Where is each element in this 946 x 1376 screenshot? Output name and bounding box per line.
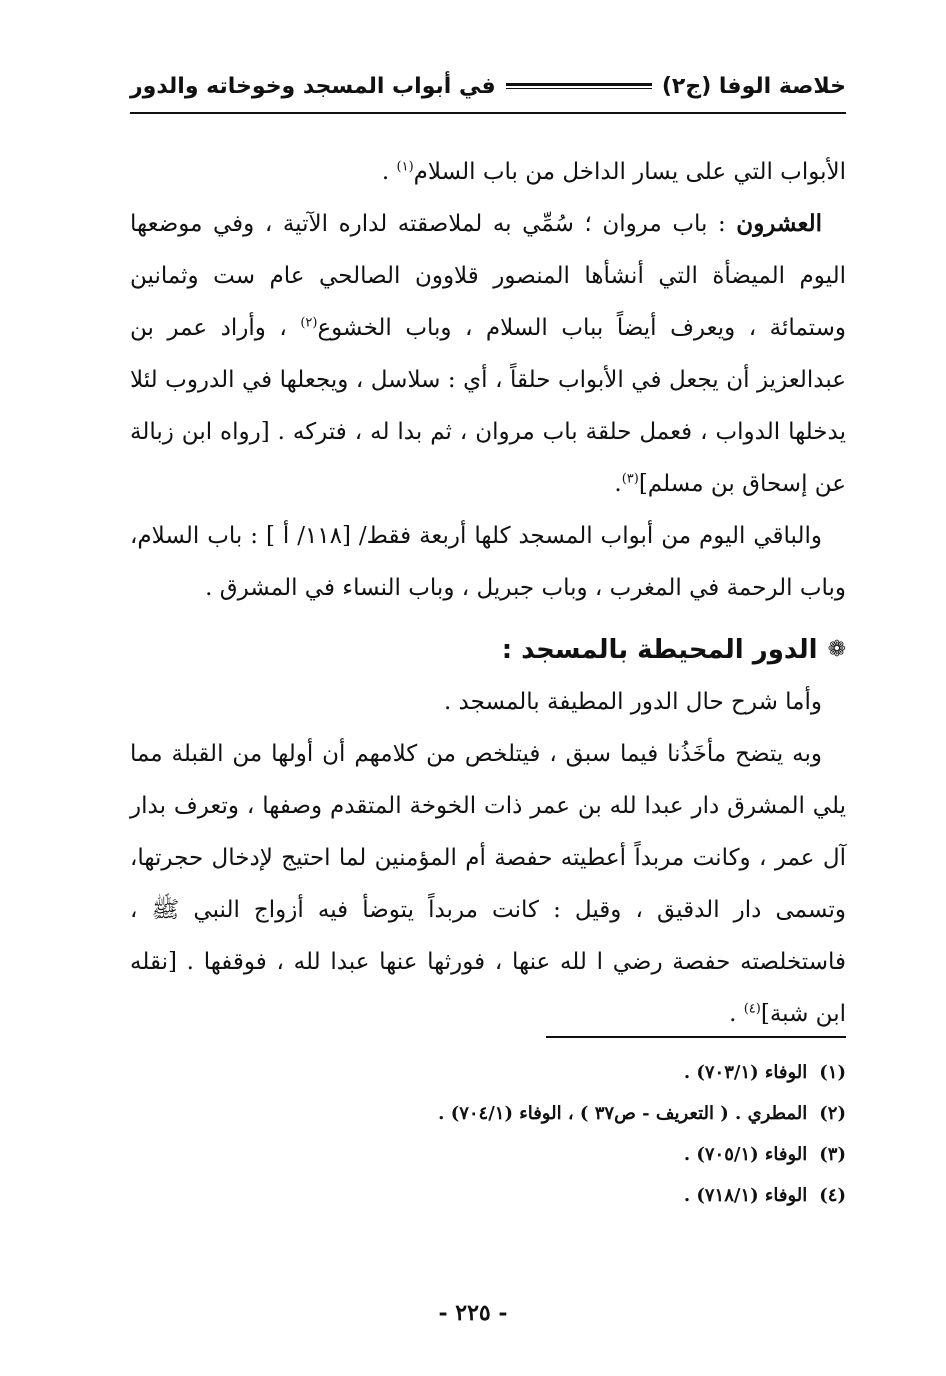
footnote-item [130, 1093, 846, 1134]
running-header [130, 66, 846, 106]
paragraph-5: وبه يتضح مأخَذُنا فيما سبق ، فيتلخص من كلامهم أن أولها من القبلة مما يلي المشرق دار عبدا لله بن عمر ذات الخوخة المتقدم وصفها ، وتعرف بدار آل عمر ، وكانت مربداً أعطيته حفصة أم المؤمنين لما احتيج لإدخال حجرتها، وتسمى دار الدقيق ، وقيل : كانت مربداً يتوضأ فيه أزواج النبي ﷺ ، فاستخلصته حفصة رضي ا لله عنها ، فورثها عنها عبدا لله ، فوقفها . [نقله ابن شبة]$^{(٤)}$ . [130, 741, 846, 1027]
paragraph-1: الأبواب التي على يسار الداخل من باب السلام$^{(١)}$ . [381, 159, 846, 185]
page-number: - ٢٢٥ - [438, 1300, 508, 1326]
footnote-number: (٣) [819, 1144, 846, 1165]
footnote-ref-3: (٣) [621, 471, 639, 487]
header-rule [130, 112, 846, 114]
paragraph-3: والباقي اليوم من أبواب المسجد كلها أربعة فقط/ [١١٨/ أ ] : باب السلام، وباب الرحمة في المغرب ، وباب جبريل ، وباب النساء في المشرق . [130, 523, 846, 601]
book-title: خلاصة الوفا (ج٢) [661, 73, 846, 99]
footnote-number: (١) [819, 1062, 846, 1083]
footnotes [130, 1052, 846, 1216]
footnote-ref-1: (١) [396, 159, 414, 175]
section-heading-text: الدور المحيطة بالمسجد : [501, 635, 818, 665]
footnote-text: الوفاء (٧٠٣/١) . [683, 1062, 808, 1083]
footnote-number: (٢) [819, 1103, 846, 1124]
footnote-text: الوفاء (٧٠٥/١) . [683, 1144, 808, 1165]
footnote-text: المطري . ( التعريف - ص٣٧ ) ، الوفاء (٧٠٤/١) . [438, 1103, 808, 1124]
footnote-item [130, 1175, 846, 1216]
section-heading [130, 624, 846, 676]
flower-ornament-icon: ❁ [827, 637, 846, 662]
footnote-rule [546, 1036, 846, 1038]
paragraph-2: العشرون : باب مروان ؛ سُمِّي به لملاصقته لداره الآتية ، وفي موضعها اليوم الميضأة التي أنشأها المنصور قلاوون الصالحي عام ست وثمانين وستمائة ، ويعرف أيضاً بباب السلام ، وباب الخشوع$^{(٢)}$ ، وأراد عمر بن عبدالعزيز أن يجعل في الأبواب حلقاً ، أي : سلاسل ، ويجعلها في الدروب لئلا يدخلها الدواب ، فعمل حلقة باب مروان ، ثم بدا له ، فتركه . [رواه ابن زبالة عن إسحاق بن مسلم]$^{(٣)}$. [130, 210, 846, 497]
footnote-item [130, 1134, 846, 1175]
footnote-item [130, 1052, 846, 1093]
footnote-ref-4: (٤) [743, 1001, 761, 1017]
footnote-number: (٤) [819, 1185, 846, 1206]
chapter-title: في أبواب المسجد وخوخاته والدور [130, 73, 496, 99]
main-text [130, 146, 846, 1040]
footnote-text: الوفاء (٧١٨/١) . [683, 1185, 808, 1206]
paragraph-4: وأما شرح حال الدور المطيفة بالمسجد . [443, 689, 822, 715]
paragraph-lead: العشرون [736, 210, 822, 237]
header-divider [506, 83, 652, 89]
footnote-ref-2: (٢) [300, 315, 318, 331]
